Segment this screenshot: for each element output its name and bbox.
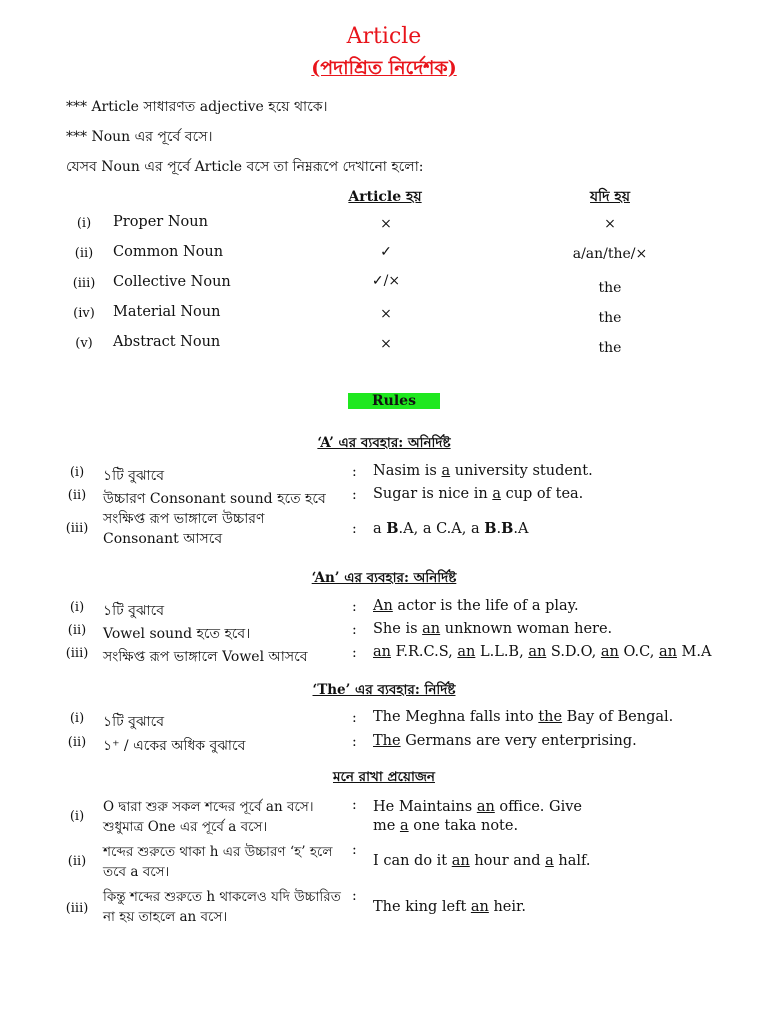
rule-number: (ii) [67, 623, 87, 638]
article-mark: × [380, 306, 392, 322]
rule-number: (iii) [65, 521, 89, 536]
rule-number: (i) [69, 600, 85, 615]
rule-description: ১টি বুঝাবে [103, 468, 165, 484]
rule-number: (iii) [65, 646, 89, 661]
rule-example: He Maintains an office. Give me a one taka note. [373, 799, 582, 834]
rule-example: Nasim is a university student. [373, 463, 593, 479]
rule-number: (ii) [67, 854, 87, 869]
rule-description: ১টি বুঝাবে [103, 603, 165, 619]
rule-example: She is an unknown woman here. [373, 621, 613, 637]
rule-example: The Germans are very enterprising. [373, 733, 637, 749]
section-heading-remember: মনে রাখা প্রয়োজন [332, 769, 435, 785]
section-heading-an: ‘An’ এর ব্যবহার: অনির্দিষ্ট [311, 570, 457, 586]
rule-description: ১⁺ / একের অধিক বুঝাবে [103, 738, 246, 754]
article-mark: × [380, 216, 392, 232]
rule-colon: : [352, 521, 357, 537]
rule-description: সংক্ষিপ্ত রূপ ভাঙ্গালে উচ্চারণ Consonant আসবে [103, 511, 265, 547]
rule-number: (i) [69, 809, 85, 824]
rule-number: (ii) [67, 488, 87, 503]
page-subtitle: (পদাশ্রিত নির্দেশক) [311, 57, 457, 79]
rule-colon: : [352, 734, 357, 750]
rule-colon: : [352, 645, 357, 661]
rule-description: সংক্ষিপ্ত রূপ ভাঙ্গালে Vowel আসবে [103, 649, 308, 665]
rule-description: O দ্বারা শুরু সকল শব্দের পূর্বে an বসে। শুধুমাত্র One এর পূর্বে a বসে। [103, 799, 314, 835]
intro-line-2: *** Noun এর পূর্বে বসে। [66, 129, 213, 145]
rule-example: The king left an heir. [373, 899, 526, 915]
rule-colon: : [352, 797, 357, 813]
rule-colon: : [352, 622, 357, 638]
rule-description: কিন্তু শব্দের শুরুতে h থাকলেও যদি উচ্চারিত না হয় তাহলে an বসে। [103, 889, 341, 925]
rule-colon: : [352, 842, 357, 858]
rule-colon: : [352, 888, 357, 904]
rule-colon: : [352, 710, 357, 726]
rule-example: an F.R.C.S, an L.L.B, an S.D.O, an O.C, an M.A [373, 644, 712, 660]
rule-description: উচ্চারণ Consonant sound হতে হবে [103, 491, 326, 507]
rule-example: a B.A, a C.A, a B.B.A [373, 520, 529, 537]
noun-type: Abstract Noun [113, 334, 221, 350]
rule-number: (ii) [67, 735, 87, 750]
rule-example: I can do it an hour and a half. [373, 853, 591, 869]
yadi-value: the [598, 310, 622, 326]
header-yadi: যদি হয় [590, 189, 630, 205]
rule-description: ১টি বুঝাবে [103, 714, 165, 730]
rule-colon: : [352, 464, 357, 480]
rule-example: An actor is the life of a play. [373, 598, 579, 614]
row-number: (v) [75, 336, 93, 351]
rule-number: (iii) [65, 901, 89, 916]
yadi-value: the [598, 340, 622, 356]
header-article: Article হয় [348, 189, 422, 205]
intro-line-3: যেসব Noun এর পূর্বে Article বসে তা নিম্নরূপে দেখানো হলো: [66, 159, 424, 175]
rule-example: Sugar is nice in a cup of tea. [373, 486, 584, 502]
noun-type: Proper Noun [113, 214, 208, 230]
row-number: (ii) [74, 246, 94, 261]
rule-description: Vowel sound হতে হবে। [103, 626, 251, 642]
section-heading-a: ‘A’ এর ব্যবহার: অনির্দিষ্ট [317, 435, 451, 451]
rule-number: (i) [69, 465, 85, 480]
yadi-value: a/an/the/× [572, 246, 648, 262]
article-mark: × [380, 336, 392, 352]
rules-label: Rules [348, 393, 440, 409]
rule-colon: : [352, 487, 357, 503]
yadi-value: × [604, 216, 616, 232]
intro-line-1: *** Article সাধারণত adjective হয়ে থাকে। [66, 99, 328, 115]
yadi-value: the [598, 280, 622, 296]
row-number: (i) [76, 216, 92, 231]
rule-colon: : [352, 599, 357, 615]
noun-type: Collective Noun [113, 274, 231, 290]
row-number: (iv) [73, 306, 95, 321]
noun-type: Common Noun [113, 244, 224, 260]
row-number: (iii) [72, 276, 96, 291]
article-mark: ✓/× [371, 273, 401, 289]
rule-example: The Meghna falls into the Bay of Bengal. [373, 709, 674, 725]
rule-number: (i) [69, 711, 85, 726]
article-mark: ✓ [380, 244, 392, 260]
page-title: Article [346, 24, 422, 49]
rule-description: শব্দের শুরুতে থাকা h এর উচ্চারণ ‘হ’ হলে তবে a বসে। [103, 844, 333, 880]
section-heading-the: ‘The’ এর ব্যবহার: নির্দিষ্ট [312, 682, 456, 698]
noun-type: Material Noun [113, 304, 221, 320]
